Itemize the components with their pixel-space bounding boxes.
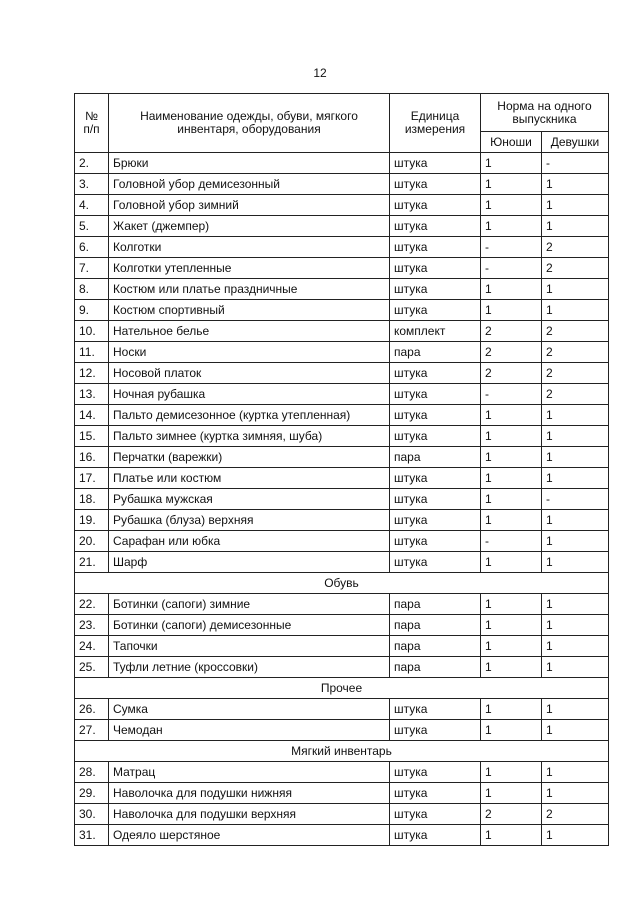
item-name: Рубашка мужская <box>109 489 390 510</box>
section-row <box>75 573 609 594</box>
header-girls: Девушки <box>542 132 609 153</box>
item-unit: штука <box>390 174 481 195</box>
table-row <box>75 363 609 384</box>
row-number: 11. <box>75 342 109 363</box>
item-name: Ботинки (сапоги) зимние <box>109 594 390 615</box>
table-row <box>75 825 609 846</box>
norm-girls: 1 <box>542 426 609 447</box>
row-number: 3. <box>75 174 109 195</box>
section-title: Прочее <box>75 678 609 699</box>
row-number: 21. <box>75 552 109 573</box>
table-row <box>75 489 609 510</box>
item-unit: пара <box>390 447 481 468</box>
norm-boys: - <box>481 258 542 279</box>
item-name: Одеяло шерстяное <box>109 825 390 846</box>
table-row <box>75 531 609 552</box>
row-number: 6. <box>75 237 109 258</box>
norm-boys: - <box>481 531 542 552</box>
item-name: Брюки <box>109 153 390 174</box>
norm-girls: 2 <box>542 384 609 405</box>
item-unit: штука <box>390 384 481 405</box>
item-unit: штука <box>390 468 481 489</box>
item-unit: штука <box>390 363 481 384</box>
item-name: Колготки <box>109 237 390 258</box>
item-unit: пара <box>390 594 481 615</box>
norm-girls: 2 <box>542 237 609 258</box>
row-number: 19. <box>75 510 109 531</box>
row-number: 22. <box>75 594 109 615</box>
item-unit: штука <box>390 258 481 279</box>
norm-boys: 1 <box>481 636 542 657</box>
norm-girls: 1 <box>542 552 609 573</box>
norm-boys: 1 <box>481 447 542 468</box>
table-row <box>75 510 609 531</box>
item-unit: пара <box>390 636 481 657</box>
norm-boys: 1 <box>481 468 542 489</box>
row-number: 13. <box>75 384 109 405</box>
row-number: 8. <box>75 279 109 300</box>
section-row <box>75 678 609 699</box>
norm-girls: 2 <box>542 363 609 384</box>
item-name: Шарф <box>109 552 390 573</box>
item-unit: штука <box>390 426 481 447</box>
norm-girls: - <box>542 489 609 510</box>
norm-girls: 1 <box>542 510 609 531</box>
norm-boys: 1 <box>481 405 542 426</box>
row-number: 31. <box>75 825 109 846</box>
row-number: 20. <box>75 531 109 552</box>
norm-girls: 1 <box>542 720 609 741</box>
norm-boys: 1 <box>481 657 542 678</box>
norm-boys: 1 <box>481 762 542 783</box>
norm-boys: 1 <box>481 300 542 321</box>
item-name: Туфли летние (кроссовки) <box>109 657 390 678</box>
norm-boys: 1 <box>481 720 542 741</box>
header-unit: Единица измерения <box>390 94 481 153</box>
norms-table <box>74 93 609 846</box>
norm-girls: 2 <box>542 321 609 342</box>
norm-girls: 1 <box>542 174 609 195</box>
item-name: Жакет (джемпер) <box>109 216 390 237</box>
item-unit: пара <box>390 342 481 363</box>
table-row <box>75 216 609 237</box>
norm-boys: 2 <box>481 363 542 384</box>
table-row <box>75 783 609 804</box>
row-number: 15. <box>75 426 109 447</box>
item-name: Костюм или платье праздничные <box>109 279 390 300</box>
norm-boys: 1 <box>481 174 542 195</box>
row-number: 16. <box>75 447 109 468</box>
norm-girls: 1 <box>542 594 609 615</box>
row-number: 10. <box>75 321 109 342</box>
item-name: Головной убор демисезонный <box>109 174 390 195</box>
norm-girls: - <box>542 153 609 174</box>
norm-boys: 1 <box>481 552 542 573</box>
norm-boys: 1 <box>481 426 542 447</box>
item-name: Наволочка для подушки нижняя <box>109 783 390 804</box>
table-row <box>75 258 609 279</box>
table-row <box>75 657 609 678</box>
row-number: 23. <box>75 615 109 636</box>
norm-girls: 2 <box>542 342 609 363</box>
item-name: Матрац <box>109 762 390 783</box>
header-boys: Юноши <box>481 132 542 153</box>
item-unit: штука <box>390 279 481 300</box>
item-unit: пара <box>390 657 481 678</box>
row-number: 18. <box>75 489 109 510</box>
norm-girls: 1 <box>542 825 609 846</box>
item-unit: штука <box>390 552 481 573</box>
table-row <box>75 195 609 216</box>
table-row <box>75 594 609 615</box>
row-number: 29. <box>75 783 109 804</box>
norm-boys: 2 <box>481 321 542 342</box>
item-unit: штука <box>390 216 481 237</box>
page-number: 12 <box>313 66 327 80</box>
norm-boys: 1 <box>481 279 542 300</box>
item-unit: штука <box>390 195 481 216</box>
table-row <box>75 426 609 447</box>
item-name: Костюм спортивный <box>109 300 390 321</box>
header-num: № п/п <box>75 94 109 153</box>
section-title: Мягкий инвентарь <box>75 741 609 762</box>
norm-girls: 2 <box>542 804 609 825</box>
table-row <box>75 153 609 174</box>
item-name: Чемодан <box>109 720 390 741</box>
norm-girls: 1 <box>542 195 609 216</box>
table-row <box>75 762 609 783</box>
item-name: Ботинки (сапоги) демисезонные <box>109 615 390 636</box>
item-name: Платье или костюм <box>109 468 390 489</box>
item-name: Носовой платок <box>109 363 390 384</box>
norm-girls: 1 <box>542 783 609 804</box>
norm-boys: 1 <box>481 489 542 510</box>
norm-girls: 1 <box>542 531 609 552</box>
item-unit: штука <box>390 720 481 741</box>
norm-girls: 1 <box>542 216 609 237</box>
item-unit: штука <box>390 489 481 510</box>
item-name: Перчатки (варежки) <box>109 447 390 468</box>
item-name: Носки <box>109 342 390 363</box>
row-number: 2. <box>75 153 109 174</box>
item-unit: штука <box>390 531 481 552</box>
norm-boys: 1 <box>481 153 542 174</box>
table-row <box>75 804 609 825</box>
table-row <box>75 237 609 258</box>
item-unit: пара <box>390 615 481 636</box>
norm-boys: 1 <box>481 216 542 237</box>
item-unit: штука <box>390 825 481 846</box>
item-unit: штука <box>390 405 481 426</box>
item-name: Нательное белье <box>109 321 390 342</box>
item-unit: штука <box>390 300 481 321</box>
table-row <box>75 384 609 405</box>
norm-girls: 1 <box>542 699 609 720</box>
row-number: 17. <box>75 468 109 489</box>
item-name: Сарафан или юбка <box>109 531 390 552</box>
norm-girls: 1 <box>542 405 609 426</box>
table-row <box>75 321 609 342</box>
item-unit: штука <box>390 153 481 174</box>
item-name: Пальто демисезонное (куртка утепленная) <box>109 405 390 426</box>
table-row <box>75 468 609 489</box>
norm-girls: 1 <box>542 636 609 657</box>
item-name: Наволочка для подушки верхняя <box>109 804 390 825</box>
norm-boys: 1 <box>481 510 542 531</box>
norm-boys: 1 <box>481 615 542 636</box>
row-number: 12. <box>75 363 109 384</box>
table-row <box>75 699 609 720</box>
item-name: Рубашка (блуза) верхняя <box>109 510 390 531</box>
norm-girls: 1 <box>542 447 609 468</box>
item-unit: штука <box>390 762 481 783</box>
table-row <box>75 552 609 573</box>
norm-boys: 1 <box>481 825 542 846</box>
table-row <box>75 405 609 426</box>
item-name: Ночная рубашка <box>109 384 390 405</box>
item-unit: штука <box>390 699 481 720</box>
row-number: 4. <box>75 195 109 216</box>
row-number: 30. <box>75 804 109 825</box>
table-row <box>75 279 609 300</box>
table-row <box>75 615 609 636</box>
norm-boys: 1 <box>481 594 542 615</box>
item-name: Головной убор зимний <box>109 195 390 216</box>
row-number: 14. <box>75 405 109 426</box>
norm-girls: 2 <box>542 258 609 279</box>
header-norm: Норма на одного выпускника <box>481 94 609 132</box>
norm-boys: 1 <box>481 783 542 804</box>
section-title: Обувь <box>75 573 609 594</box>
item-unit: комплект <box>390 321 481 342</box>
norm-boys: 2 <box>481 804 542 825</box>
row-number: 7. <box>75 258 109 279</box>
table-row <box>75 447 609 468</box>
header-name: Наименование одежды, обуви, мягкого инвентаря, оборудования <box>109 94 390 153</box>
table-row <box>75 300 609 321</box>
row-number: 26. <box>75 699 109 720</box>
item-name: Сумка <box>109 699 390 720</box>
norm-boys: - <box>481 237 542 258</box>
item-name: Колготки утепленные <box>109 258 390 279</box>
row-number: 5. <box>75 216 109 237</box>
norm-boys: 1 <box>481 195 542 216</box>
table-body <box>75 153 609 846</box>
item-unit: штука <box>390 804 481 825</box>
norm-boys: 1 <box>481 699 542 720</box>
norm-boys: 2 <box>481 342 542 363</box>
table-row <box>75 720 609 741</box>
norm-girls: 1 <box>542 657 609 678</box>
item-name: Тапочки <box>109 636 390 657</box>
norm-boys: - <box>481 384 542 405</box>
norm-girls: 1 <box>542 300 609 321</box>
norm-girls: 1 <box>542 279 609 300</box>
row-number: 28. <box>75 762 109 783</box>
row-number: 27. <box>75 720 109 741</box>
row-number: 25. <box>75 657 109 678</box>
norm-girls: 1 <box>542 615 609 636</box>
item-unit: штука <box>390 783 481 804</box>
table-row <box>75 174 609 195</box>
norm-girls: 1 <box>542 762 609 783</box>
item-unit: штука <box>390 510 481 531</box>
item-name: Пальто зимнее (куртка зимняя, шуба) <box>109 426 390 447</box>
norm-girls: 1 <box>542 468 609 489</box>
table-row <box>75 636 609 657</box>
row-number: 24. <box>75 636 109 657</box>
row-number: 9. <box>75 300 109 321</box>
section-row <box>75 741 609 762</box>
table-row <box>75 342 609 363</box>
item-unit: штука <box>390 237 481 258</box>
